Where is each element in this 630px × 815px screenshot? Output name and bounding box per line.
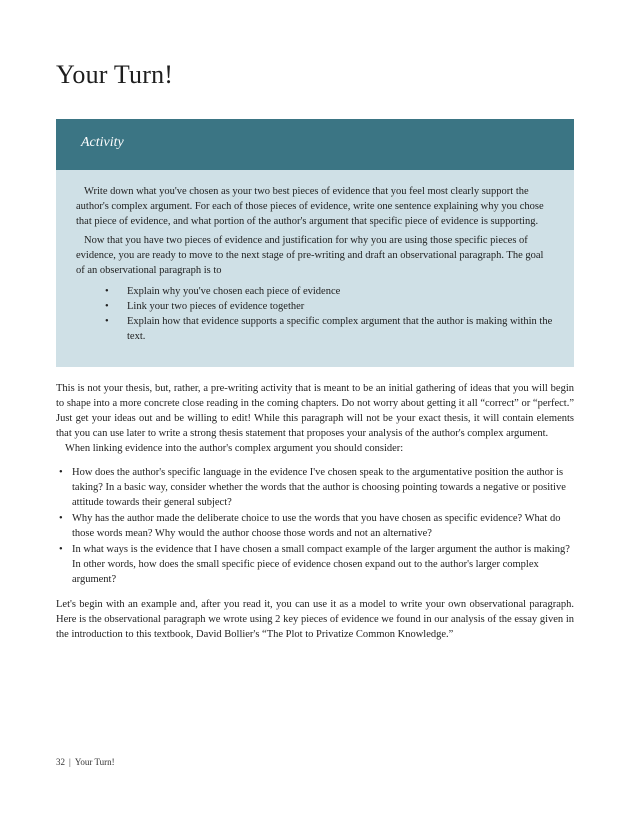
activity-bullet-item: • Explain how that evidence supports a specific complex argument that the author is making within the text.: [105, 316, 553, 342]
closing-paragraph: Let's begin with an example and, after you read it, you can use it as a model to write your own observational paragraph. Here is the observational paragraph we wrote using 2 key pieces of evidence we found in our analysis of the essay given in the introduction to this textbook, David Bollier's “The Plot to Privatize Common Knowledge.”: [56, 599, 574, 640]
activity-header: [56, 119, 574, 170]
bullet-icon: •: [59, 544, 63, 555]
activity-bullet-item: • Link your two pieces of evidence together: [105, 301, 305, 312]
activity-box: [56, 119, 574, 367]
bullet-icon: •: [59, 467, 63, 478]
footer-section: Your Turn!: [74, 757, 115, 767]
page-title: Your Turn!: [56, 60, 174, 89]
intro-paragraph: This is not your thesis, but, rather, a pre-writing activity that is meant to be an initial gathering of ideas that you will begin to shape into a more concrete close reading in the coming chapters. Do not worry about getting it all “correct” or “perfect.” Just get your ideas out and be willing to edit! While this paragraph will not be your exact thesis, it will contain elements that you can use later to write a strong thesis statement that proposes your analysis of the author's complex argument.: [56, 383, 574, 439]
bullet-icon: •: [105, 301, 109, 312]
activity-paragraph: Now that you have two pieces of evidence and justification for why you are using those specific pieces of evidence, you are ready to move to the next stage of pre-writing and draft an observational paragraph. The goal of an observational paragraph is to: [76, 235, 544, 276]
consider-bullet-item: • Why has the author made the deliberate choice to use the words that you have chosen as specific evidence? What do those words mean? Why would the author choose those words and not an alternative?: [59, 513, 561, 539]
bullet-icon: •: [59, 513, 63, 524]
footer-separator: |: [69, 757, 71, 767]
activity-bullet-item: • Explain why you've chosen each piece of evidence: [105, 286, 341, 297]
bullet-icon: •: [105, 316, 109, 327]
activity-paragraph: Write down what you've chosen as your two best pieces of evidence that you feel most clearly support the author's complex argument. For each of those pieces of evidence, write one sentence explaining why you chose that piece of evidence, and what portion of the author's argument that specific piece of evidence is supporting.: [76, 186, 544, 227]
lead-paragraph: When linking evidence into the author's complex argument you should consider:: [65, 443, 404, 454]
consider-bullet-item: • In what ways is the evidence that I have chosen a small compact example of the larger argument the author is making? In other words, how does the small specific piece of evidence chosen expand out to the author's larger complex argument?: [59, 544, 570, 585]
main-text: [56, 381, 574, 642]
bullet-icon: •: [105, 286, 109, 297]
page-footer: [56, 757, 115, 767]
activity-body: [56, 170, 574, 344]
page-number: 32: [56, 757, 65, 767]
activity-heading: Activity: [81, 135, 124, 150]
consider-bullet-list: [56, 465, 574, 587]
consider-bullet-item: • How does the author's specific language in the evidence I've chosen speak to the argumentative position the author is taking? In a basic way, consider whether the words that the author is choosing pointing towards a negative or positive attitude towards their general subject?: [59, 467, 566, 508]
activity-bullet-list: [76, 284, 554, 344]
